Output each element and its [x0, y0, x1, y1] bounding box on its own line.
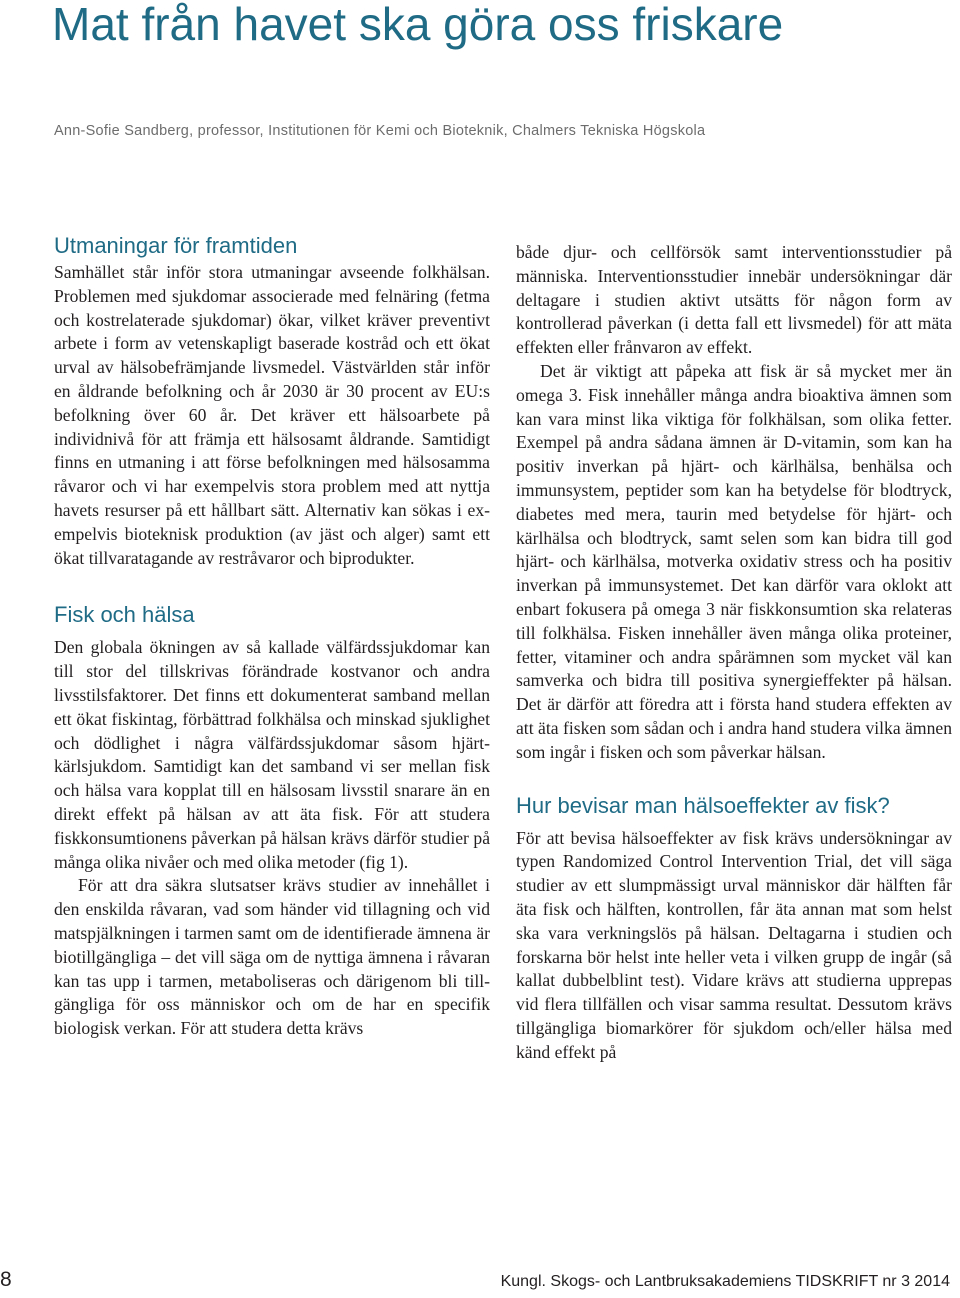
article-title: Mat från havet ska göra oss friskare: [52, 0, 784, 50]
journal-footer: Kungl. Skogs- och Lantbruksakademiens TIDSKRIFT nr 3 2014: [500, 1273, 950, 1290]
paragraph-proof: För att bevisa hälsoeffekter av fisk krävs undersökningar av typen Randomized Control Intervention Trial, det vill säga studier av ett slumpmässigt urval människor där hälften får äta fisk och hälften, kontrollen, får äta annan mat som helst ska vara verkningslös på hälsan. Deltagarna i studien och forskarna bör helst inte heller veta i vilken grupp de ingår (så kallat dubbelblint test). Vidare krävs att studierna upprepas vid flera tillfällen och visar samma resultat. Dessutom krävs tillgängliga biomarkörer för sjukdom och/eller hälsa med känd effekt på: [516, 827, 952, 1062]
page-number: 8: [0, 1268, 12, 1291]
paragraph-continued: både djur- och cellförsök samt interventionsstudier på människa. Interventionsstudier innebär undersökningar där deltagare i studien aktivt utsätts för någon form av kontrollerad påverkan (i detta fall ett livsmedel) för att mäta effekten eller frånvaron av effekt.: [516, 242, 952, 358]
section-heading-proof: Hur bevisar man hälsoeffekter av fisk?: [516, 792, 890, 818]
section-heading-fish-health: Fisk och hälsa: [54, 602, 195, 628]
paragraph-fish-health-1: Den globala ökningen av så kallade välfärdssjukdomar kan till stor del tillskrivas förändrade kostvanor och andra livsstilsfaktorer. Det finns ett dokumenterat samband mellan ett ökat fiskintag, förbättrad folkhälsa och minskad sjuklighet och dödlighet i några välfärdssjukdomar såsom hjärt-kärlsjukdom. Samtidigt kan det samband vi ser mellan fisk och hälsa vara kopplat till en hälsosam livsstil snarare än en direkt effekt på hälsan av att äta fisk. För att studera fiskkonsumtionens påverkan på hälsan krävs därför studier på många olika nivåer och med olika metoder (fig 1).: [54, 637, 490, 872]
paragraph-challenges: Samhället står inför stora utmaningar avseende folkhälsan. Problemen med sjukdomar associerade med felnäring (fetma och kostrelaterade sjukdomar) ökar, vilket kräver preventivt arbete i form av vetenskapligt baserade kostråd och ett ökat urval av hälsobefrämjande livsmedel. Västvärlden står inför en åldrande befolkning och år 2030 är 30 procent av EU:s befolkning över 60 år. Det kräver ett hälsoarbete på individnivå för att främja ett hälsosamt åldrande. Samtidigt finns en utmaning i att förse befolkningen med hälsosamma råvaror och vi har exempelvis stora problem med att nyttja havets resurser på ett hållbart sätt. Alternativ kan sökas i exempelvis bioteknisk produktion (av jäst och alger) samt ett ökat tillvaratagande av restråvaror och biprodukter.: [54, 262, 490, 568]
section-heading-challenges: Utmaningar för framtiden: [54, 233, 298, 258]
author-byline: Ann-Sofie Sandberg, professor, Institutionen för Kemi och Bioteknik, Chalmers Tekniska Högskola: [54, 123, 706, 139]
left-column: [54, 231, 490, 1041]
right-column: [516, 241, 952, 1065]
paragraph-fish-health-2: För att dra säkra slutsatser krävs studier av innehållet i den enskilda råvaran, vad som händer vid tillagning och vid matspjälkningen i tarmen samt om de identifierade ämnena är biotillgängliga – det vill säga om de nyttiga ämnena i råvaran kan tas upp i tarmen, metaboliseras och därigenom bli tillgängliga för oss människor och om de har en specifik biologisk verkan. För att studera detta krävs: [54, 875, 490, 1039]
paragraph-omega3: Det är viktigt att påpeka att fisk är så mycket mer än omega 3. Fisk innehåller många andra bioaktiva ämnen som kan vara minst lika viktiga för folkhälsan, som olika fetter. Exempel på andra sådana ämnen är D-vitamin, som kan ha positiv inverkan på hjärt- och kärlhälsa, benhälsa och immunsystem, peptider som kan ha betydelse för blodtryck, diabetes med mera, taurin med betydelse för hjärt- och kärlhälsa och blodtryck, samt selen som kan bidra till god hjärt- och kärlhälsa, motverka oxidativ stress och ha positiv inverkan på immunsystemet. Det kan därför vara oklokt att enbart fokusera på omega 3 när fiskkonsumtion ska relateras till folkhälsa. Fisken innehåller även många olika proteiner, fetter, vitaminer och andra spårämnen som mycket väl kan samverka och bidra till positiva synergieffekter på hälsan. Det är därför att föredra att i första hand studera effekten av att äta fisken som sådan och i andra hand studera vilka ämnen som ingår i fisken och som påverkar hälsan.: [516, 360, 952, 762]
